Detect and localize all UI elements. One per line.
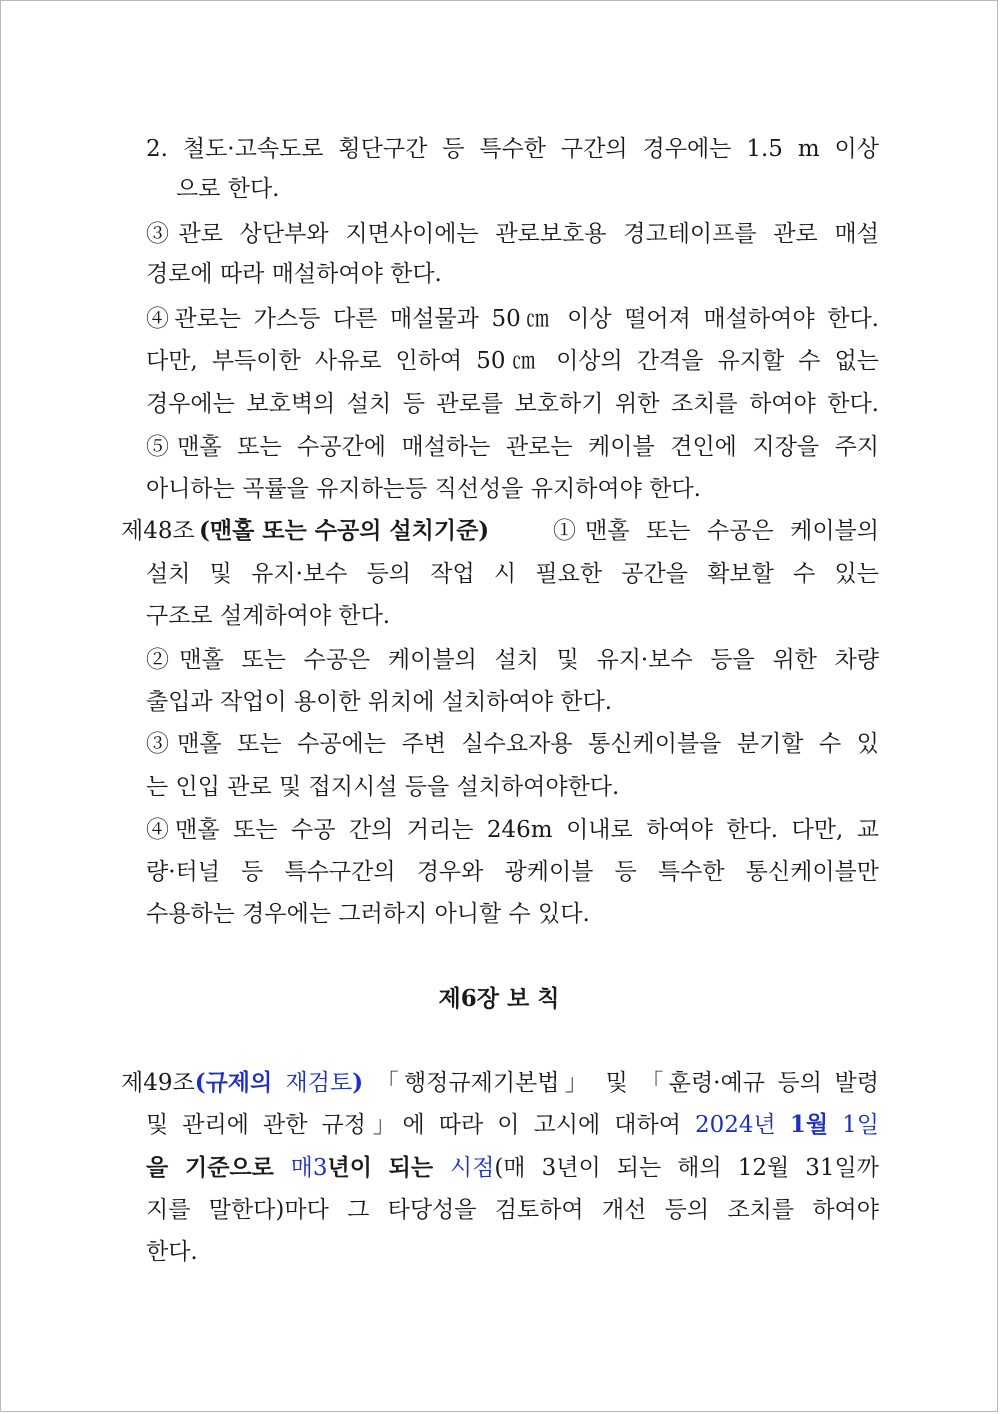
text-line [146, 1148, 879, 1188]
text-run: 을 기준으로 [146, 1154, 291, 1181]
article-text: 「행정규제기본법」 및 「훈령·예규 등의 발령 [363, 1070, 879, 1096]
text-run: (매 3년이 되는 해의 12월 31일까 [494, 1155, 879, 1181]
article-number: 제49조 [121, 1070, 195, 1096]
article-48-heading [121, 511, 879, 551]
text-line: ③맨홀 또는 수공에는 주변 실수요자용 통신케이블을 분기할 수 있 [146, 731, 879, 757]
text-line: 구조로 설계하여야 한다. [146, 603, 391, 629]
highlight-text: 시점 [449, 1155, 495, 1181]
highlight-text: 매 [290, 1155, 313, 1181]
highlight-year: 2024년 [695, 1112, 776, 1138]
text-run [828, 1112, 842, 1138]
text-line: 수용하는 경우에는 그러하지 아니할 수 있다. [146, 901, 590, 927]
text-line: ②맨홀 또는 수공은 케이블의 설치 및 유지·보수 등을 위한 차량 [146, 647, 879, 673]
text-line [146, 1105, 879, 1145]
highlight-month: 1월 [789, 1111, 829, 1138]
text-line: ⑤맨홀 또는 수공간에 매설하는 관로는 케이블 견인에 지장을 주지 [146, 434, 879, 460]
text-line: ③관로 상단부와 지면사이에는 관로보호용 경고테이프를 관로 매설 [146, 221, 879, 247]
article-title-part: ) [352, 1069, 364, 1096]
text-line: 경로에 따라 매설하여야 한다. [146, 261, 442, 287]
article-number: 제48조 [121, 518, 195, 544]
text-line: 경우에는 보호벽의 설치 등 관로를 보호하기 위한 조치를 하여야 한다. [146, 391, 879, 417]
text-line: 한다. [146, 1239, 198, 1265]
text-run [776, 1112, 790, 1138]
text-run: 년이 되는 [327, 1154, 450, 1181]
highlight-text: 3 [312, 1155, 328, 1181]
highlight-day: 1일 [842, 1112, 880, 1138]
article-title: (맨홀 또는 수공의 설치기준) [199, 517, 490, 544]
text-line: 으로 한다. [176, 176, 280, 202]
text-line: 2. 철도·고속도로 횡단구간 등 특수한 구간의 경우에는 1.5 m 이상 [146, 136, 879, 162]
text-line: ④관로는 가스등 다른 매설물과 50㎝ 이상 떨어져 매설하여야 한다. [146, 306, 879, 332]
article-title-part: (규제의 [194, 1069, 286, 1096]
article-text: ①맨홀 또는 수공은 케이블의 [553, 518, 879, 544]
text-line: 량·터널 등 특수구간의 경우와 광케이블 등 특수한 통신케이블만 [146, 859, 879, 885]
chapter-heading: 제6장 보 칙 [438, 985, 560, 1012]
text-run: 및 관리에 관한 규정」에 따라 이 고시에 대하여 [146, 1112, 695, 1138]
text-line: 출입과 작업이 용이한 위치에 설치하여야 한다. [146, 689, 613, 715]
text-line: 지를 말한다)마다 그 타당성을 검토하여 개선 등의 조치를 하여야 [146, 1197, 879, 1223]
text-line: 는 인입 관로 및 접지시설 등을 설치하여야한다. [146, 774, 620, 800]
article-title-part: 재검토 [285, 1070, 353, 1096]
text-line: ④맨홀 또는 수공 간의 거리는 246m 이내로 하여야 한다. 다만, 교 [146, 817, 879, 843]
text-line: 아니하는 곡률을 유지하는등 직선성을 유지하여야 한다. [146, 476, 701, 502]
text-line: 설치 및 유지·보수 등의 작업 시 필요한 공간을 확보할 수 있는 [146, 561, 879, 587]
text-line: 다만, 부득이한 사유로 인하여 50㎝ 이상의 간격을 유지할 수 없는 [146, 348, 879, 374]
article-49-heading [121, 1063, 879, 1103]
